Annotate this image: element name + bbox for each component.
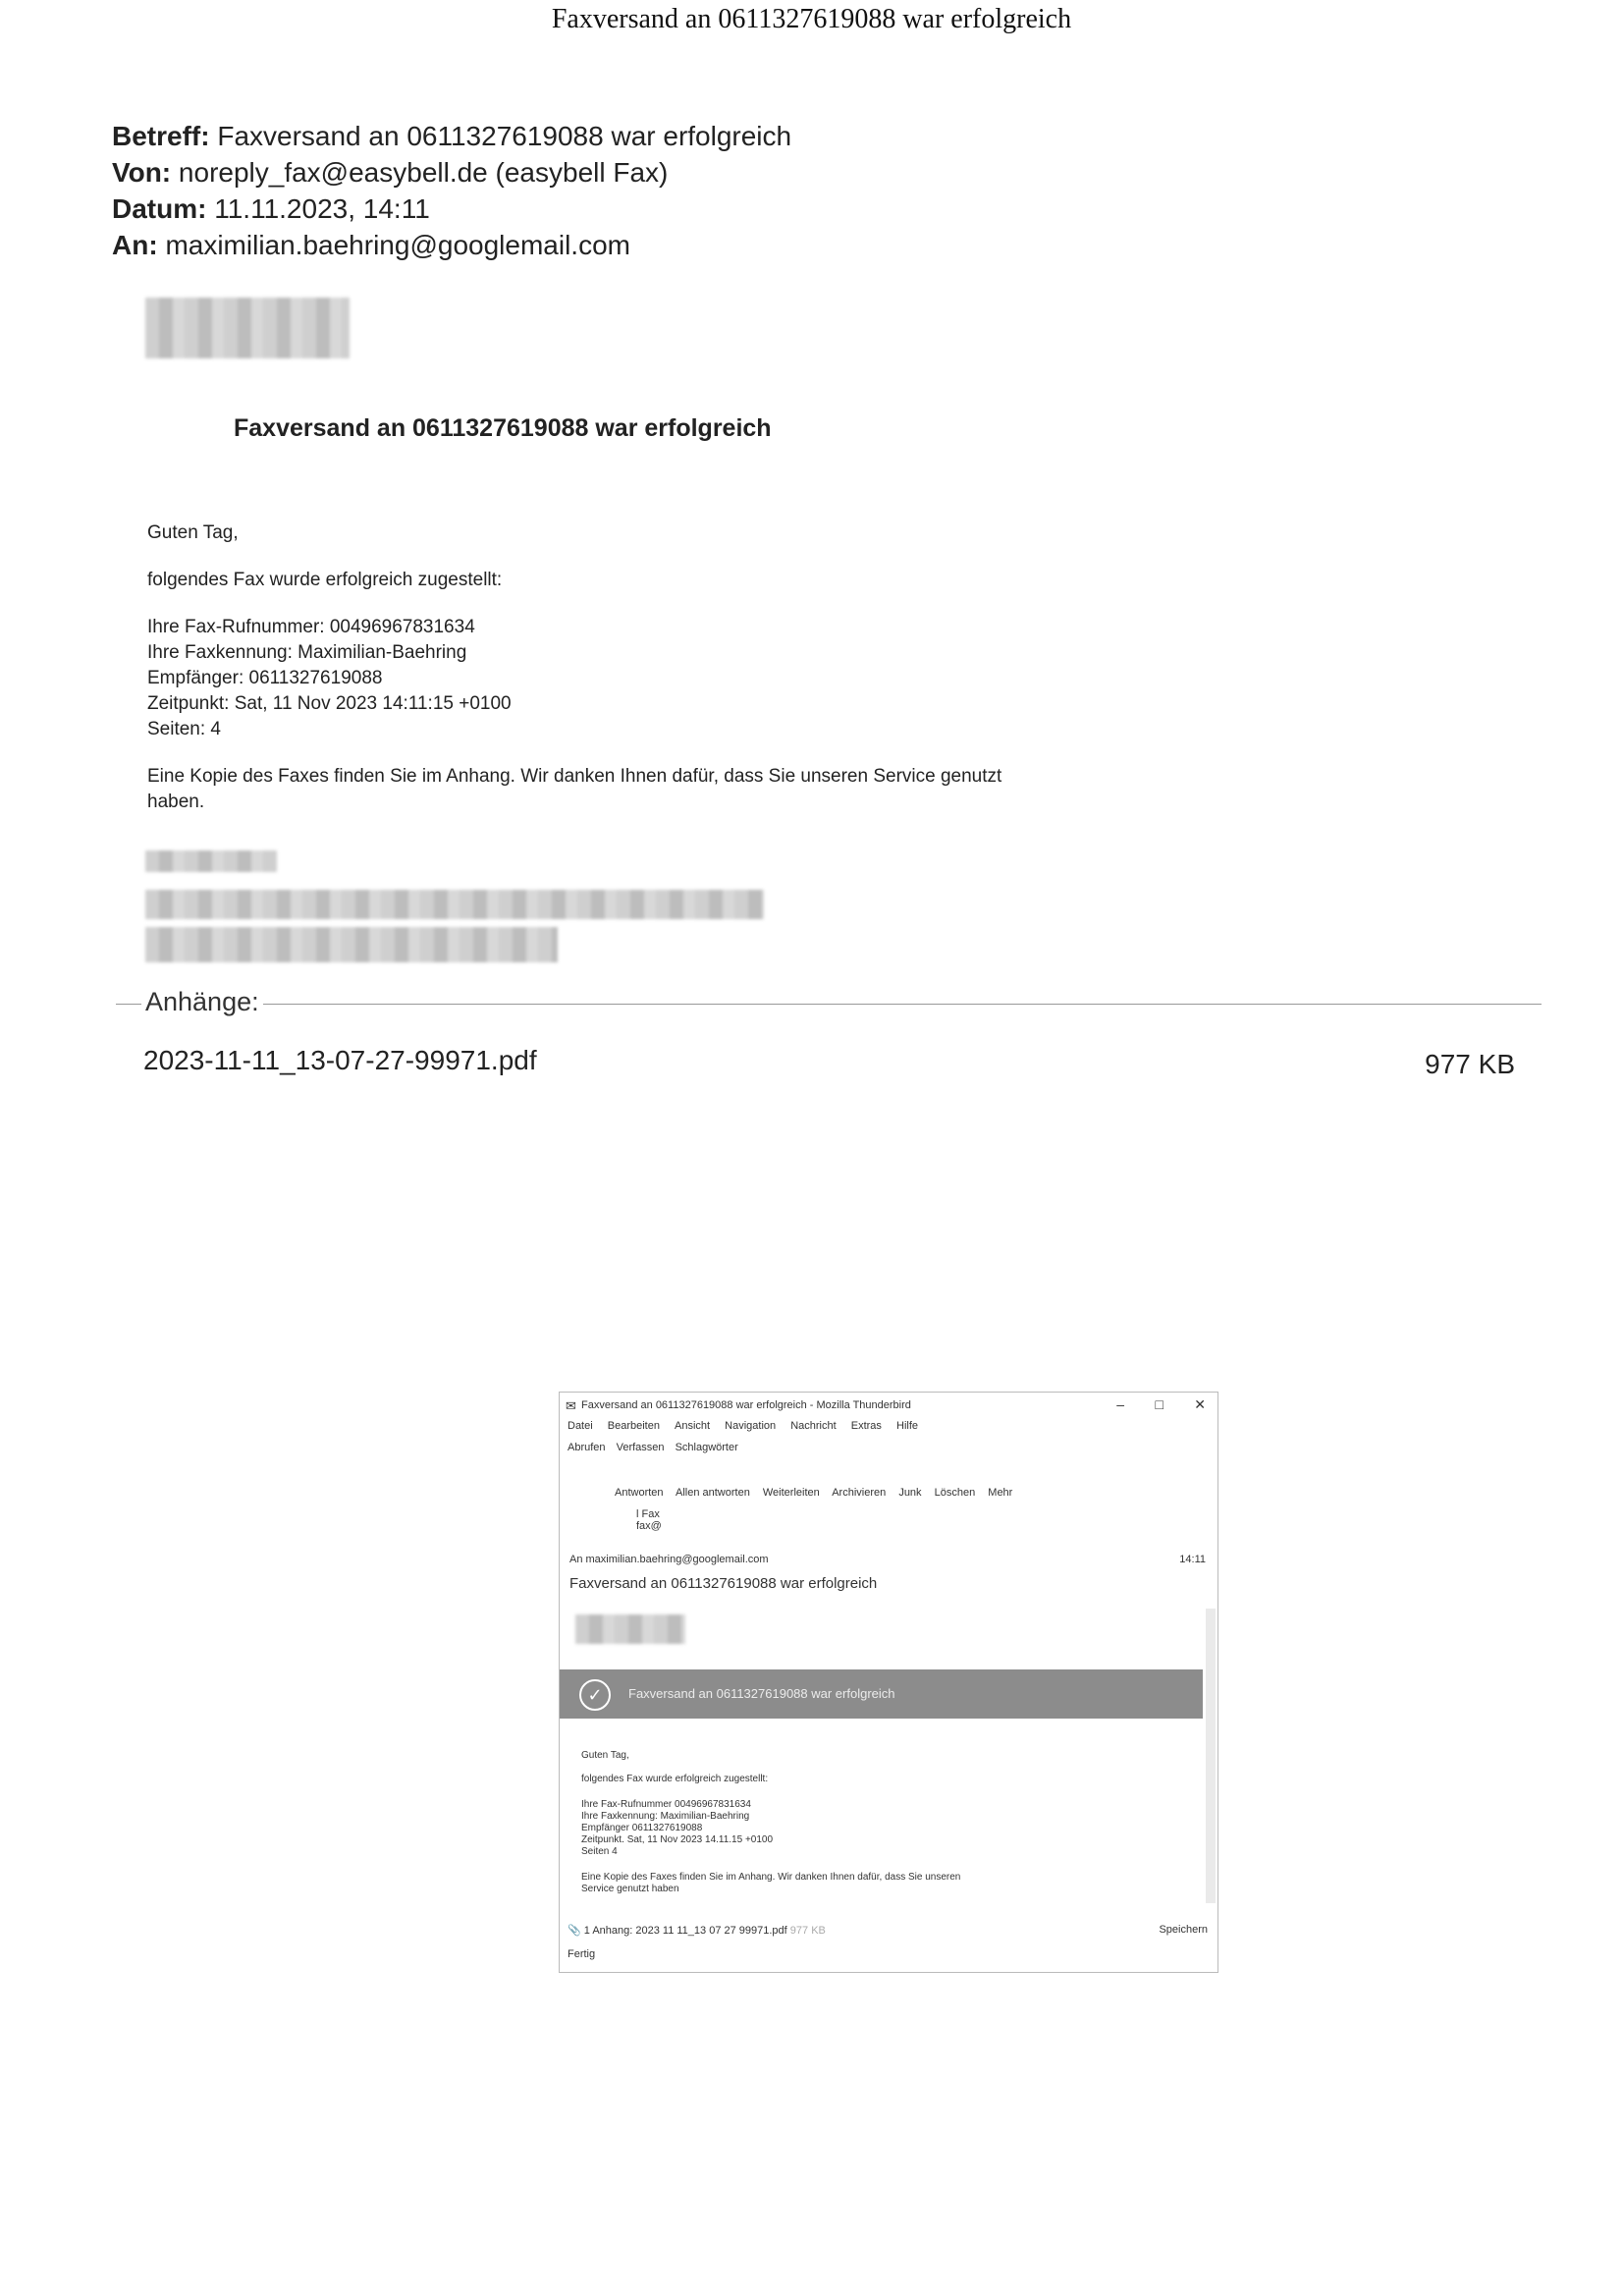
sender-address: fax@ [636,1520,662,1532]
detail-fax-number: Ihre Fax-Rufnummer: 00496967831634 [147,617,475,637]
check-icon: ✓ [579,1679,611,1711]
menu-extras[interactable]: Extras [850,1420,882,1432]
menu-hilfe[interactable]: Hilfe [896,1420,919,1432]
menu-bearbeiten[interactable]: Bearbeiten [607,1420,660,1432]
sender [636,1508,662,1532]
attachment-file-size: 977 KB [1425,1049,1515,1079]
detail-fax-id: Ihre Faxkennung: Maximilian-Baehring [147,642,467,663]
body-heading: Faxversand an 0611327619088 war erfolgreich [234,414,772,442]
window-titlebar [560,1396,1217,1416]
message-details: Ihre Fax-Rufnummer 00496967831634 Ihre Faxkennung: Maximilian-Baehring Empfänger 0611327619088 Zeitpunkt. Sat, 11 Nov 2023 14.11.15 +0100 Seiten 4 [581,1799,774,1857]
delete-button[interactable]: Löschen [934,1487,976,1499]
menu-bar [560,1420,1217,1438]
close-icon[interactable]: ✕ [1194,1396,1206,1412]
closing-text: Eine Kopie des Faxes finden Sie im Anhang. Wir danken Ihnen dafür, dass Sie unseren Service genutzt haben. [147,766,1002,812]
email-headers [112,118,791,263]
header-date: Datum: 11.11.2023, 14:11 [112,193,430,224]
menu-navigation[interactable]: Navigation [725,1420,777,1432]
detail-pages: Seiten: 4 [147,719,221,739]
forward-button[interactable]: Weiterleiten [762,1487,820,1499]
recipient: An maximilian.baehring@googlemail.com [569,1554,769,1565]
banner-text: Faxversand an 0611327619088 war erfolgreich [628,1686,895,1701]
fax-details [147,615,512,742]
header-to: An: maximilian.baehring@googlemail.com [112,230,630,260]
more-button[interactable]: Mehr [988,1487,1013,1499]
menu-ansicht[interactable]: Ansicht [675,1420,711,1432]
message-closing: Eine Kopie des Faxes finden Sie im Anhang. Wir danken Ihnen dafür, dass Sie unseren Service genutzt haben [581,1872,961,1894]
archive-button[interactable]: Archivieren [832,1487,887,1499]
save-button[interactable]: Speichern [1159,1924,1208,1936]
menu-nachricht[interactable]: Nachricht [790,1420,837,1432]
message-intro: folgendes Fax wurde erfolgreich zugestellt: [581,1774,769,1784]
status-bar: Fertig [568,1948,596,1960]
sender-name: l Fax [636,1508,660,1520]
message-actions [615,1487,1218,1506]
tags-button[interactable]: Schlagwörter [675,1442,738,1453]
reply-button[interactable]: Antworten [615,1487,664,1499]
detail-recipient: Empfänger: 0611327619088 [147,668,383,688]
thunderbird-screenshot [559,1392,1218,1973]
success-banner [560,1669,1203,1719]
minimize-icon[interactable]: – [1116,1396,1124,1412]
attachment-bar[interactable]: 📎 1 Anhang: 2023 11 11_13 07 27 99971.pdf 977 KB [568,1925,826,1937]
redacted-signature-line2 [145,890,764,919]
window-title: Faxversand an 0611327619088 war erfolgreich - Mozilla Thunderbird [581,1399,911,1411]
get-mail-button[interactable]: Abrufen [568,1442,606,1453]
message-greeting: Guten Tag, [581,1750,629,1761]
greeting: Guten Tag, [147,522,239,543]
junk-button[interactable]: Junk [898,1487,922,1499]
maximize-icon[interactable]: □ [1155,1396,1163,1412]
reply-all-button[interactable]: Allen antworten [675,1487,750,1499]
redacted-logo [575,1614,685,1644]
main-toolbar [560,1442,1217,1461]
attachments-label: Anhänge: [141,987,263,1017]
intro-text: folgendes Fax wurde erfolgreich zugestellt: [147,570,503,590]
write-button[interactable]: Verfassen [616,1442,665,1453]
menu-datei[interactable]: Datei [568,1420,593,1432]
header-subject: Betreff: Faxversand an 0611327619088 war erfolgreich [112,121,792,151]
paperclip-icon: 📎 [568,1925,581,1937]
attachments-divider [116,1004,1542,1005]
header-from: Von: noreply_fax@easybell.de (easybell Fax) [112,157,669,188]
redacted-signature-line1 [145,850,277,872]
thunderbird-icon: ✉ [566,1398,576,1413]
redacted-signature-line3 [145,927,558,962]
message-subject: Faxversand an 0611327619088 war erfolgreich [569,1575,878,1592]
message-time: 14:11 [1179,1554,1206,1565]
attachment-file-name[interactable]: 2023-11-11_13-07-27-99971.pdf [143,1045,537,1075]
detail-timestamp: Zeitpunkt: Sat, 11 Nov 2023 14:11:15 +0100 [147,693,512,714]
scrollbar[interactable] [1206,1609,1216,1903]
redacted-logo [145,298,350,358]
page-header-title: Faxversand an 0611327619088 war erfolgreich [551,4,1072,34]
